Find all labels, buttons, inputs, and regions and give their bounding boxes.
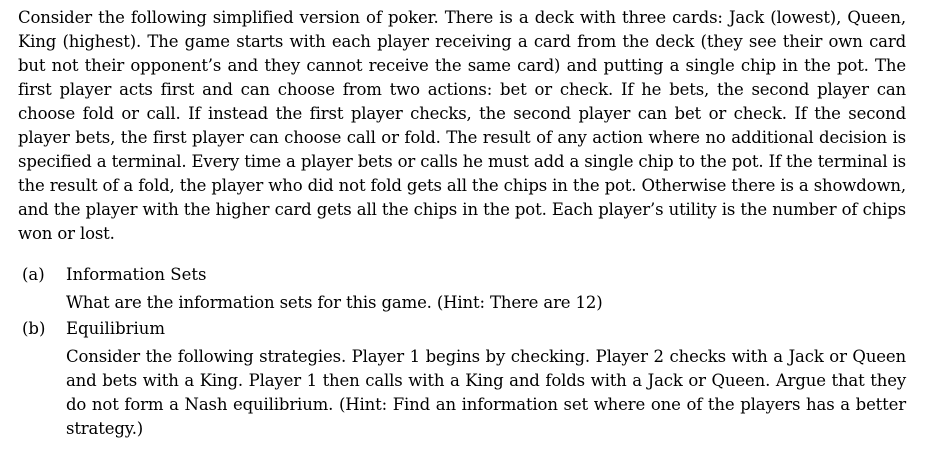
question-part-b bbox=[18, 317, 906, 441]
document-page bbox=[18, 6, 906, 443]
part-a-title: Information Sets bbox=[66, 265, 207, 284]
part-b-text: Consider the following strategies. Player 1 begins by checking. Player 2 checks with a Jack or Queen and bets with a King. Player 1 then calls with a King and folds with a Jack or Queen. Argue that they do not form a Nash equilibrium. (Hint: Find an information set where one of the players has a better strategy.) bbox=[66, 347, 906, 438]
intro-paragraph: Consider the following simplified version of poker. There is a deck with three cards: Jack (lowest), Queen, King (highest). The game starts with each player receiving a card from the deck (they see their own card but not their opponent’s and they cannot receive the same card) and putting a single chip in the pot. The first player acts first and can choose from two actions: bet or check. If he bets, the second player can choose fold or call. If instead the first player checks, the second player can bet or check. If the second player bets, the first player can choose call or fold. The result of any action where no additional decision is specified a terminal. Every time a player bets or calls he must add a single chip to the pot. If the terminal is the result of a fold, the player who did not fold gets all the chips in the pot. Otherwise there is a showdown, and the player with the higher card gets all the chips in the pot. Each player’s utility is the number of chips won or lost. bbox=[18, 8, 906, 243]
part-a-body bbox=[66, 263, 906, 315]
question-list bbox=[18, 263, 906, 441]
part-b-title: Equilibrium bbox=[66, 319, 166, 338]
part-b-body bbox=[66, 317, 906, 441]
part-a-text: What are the information sets for this game. (Hint: There are 12) bbox=[66, 293, 603, 312]
part-b-label: (b) bbox=[22, 319, 46, 338]
question-part-a bbox=[18, 263, 906, 315]
part-a-label: (a) bbox=[22, 265, 45, 284]
